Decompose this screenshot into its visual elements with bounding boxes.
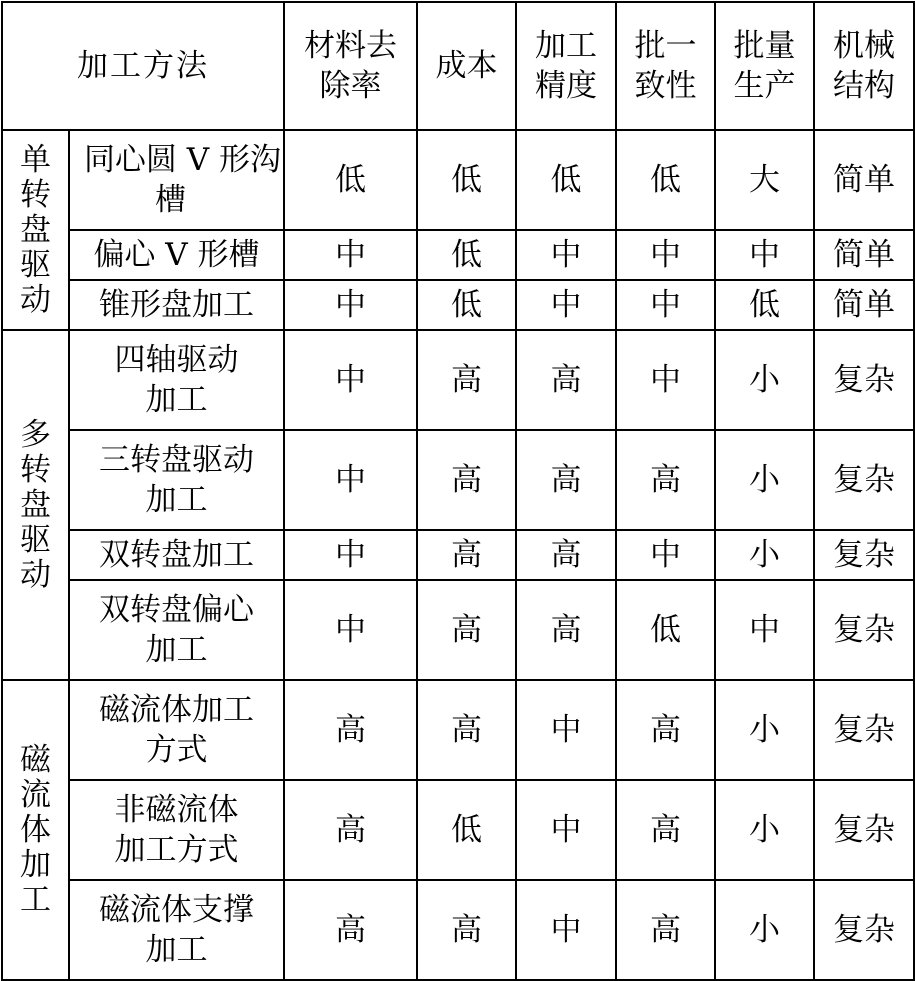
header-structure-label: 机械结构 [833, 28, 895, 104]
cell: 中 [715, 580, 814, 680]
cell: 低 [616, 580, 715, 680]
table-row [2, 330, 914, 430]
group-label [2, 680, 69, 980]
group-label-text: 多转盘驱动 [20, 416, 51, 593]
cell: 低 [516, 130, 616, 230]
cell: 高 [284, 780, 417, 880]
row-method-text: 非磁流体加工方式 [114, 792, 239, 868]
cell: 复杂 [814, 530, 914, 580]
cell: 高 [516, 330, 616, 430]
table-row [2, 580, 914, 680]
cell: 高 [616, 430, 715, 530]
row-method: 锥形盘加工 [69, 280, 284, 330]
cell: 简单 [814, 280, 914, 330]
table-row [2, 780, 914, 880]
group-label-text: 单转盘驱动 [20, 141, 51, 318]
row-method-text: 磁流体加工方式 [99, 692, 254, 768]
cell: 高 [616, 880, 715, 980]
group-label-text: 磁流体加工 [20, 741, 51, 918]
cell: 低 [417, 280, 516, 330]
cell: 高 [417, 580, 516, 680]
row-method [69, 130, 284, 230]
row-method [69, 880, 284, 980]
cell: 小 [715, 330, 814, 430]
cell: 中 [516, 680, 616, 780]
cell: 高 [417, 880, 516, 980]
row-method: 偏心 V 形槽 [69, 230, 284, 280]
row-method-text: 磁流体支撑加工 [99, 892, 254, 968]
cell: 复杂 [814, 880, 914, 980]
table-row [2, 230, 914, 280]
cell: 中 [284, 330, 417, 430]
cell: 高 [516, 530, 616, 580]
row-method [69, 430, 284, 530]
cell: 低 [417, 130, 516, 230]
cell: 复杂 [814, 330, 914, 430]
row-method-text: 三转盘驱动加工 [99, 442, 254, 518]
cell: 大 [715, 130, 814, 230]
cell: 高 [284, 680, 417, 780]
cell: 高 [417, 530, 516, 580]
row-method [69, 330, 284, 430]
cell: 低 [284, 130, 417, 230]
header-mass-production [715, 2, 814, 130]
comparison-table [1, 1, 915, 981]
cell: 高 [516, 580, 616, 680]
header-precision [516, 2, 616, 130]
cell: 高 [516, 430, 616, 530]
table-row [2, 280, 914, 330]
cell: 高 [284, 880, 417, 980]
cell: 小 [715, 680, 814, 780]
cell: 复杂 [814, 430, 914, 530]
cell: 低 [417, 780, 516, 880]
header-consistency-label: 批一致性 [634, 28, 697, 104]
cell: 简单 [814, 130, 914, 230]
table-row [2, 130, 914, 230]
group-label [2, 130, 69, 330]
header-removal-rate [284, 2, 417, 130]
row-method: 双转盘加工 [69, 530, 284, 580]
group-label [2, 330, 69, 680]
cell: 中 [284, 280, 417, 330]
cell: 中 [284, 230, 417, 280]
row-method [69, 780, 284, 880]
cell: 中 [284, 580, 417, 680]
cell: 中 [616, 530, 715, 580]
cell: 复杂 [814, 780, 914, 880]
cell: 中 [284, 530, 417, 580]
header-precision-label: 加工精度 [535, 28, 597, 104]
row-method-text: 同心圆 V 形沟槽 [83, 142, 282, 218]
cell: 简单 [814, 230, 914, 280]
row-method [69, 680, 284, 780]
cell: 中 [715, 230, 814, 280]
cell: 小 [715, 880, 814, 980]
cell: 中 [616, 230, 715, 280]
header-cost: 成本 [417, 2, 516, 130]
cell: 小 [715, 780, 814, 880]
cell: 高 [417, 330, 516, 430]
table-row [2, 680, 914, 780]
cell: 高 [417, 430, 516, 530]
cell: 中 [516, 780, 616, 880]
cell: 小 [715, 530, 814, 580]
header-mass-production-label: 批量生产 [733, 28, 796, 104]
cell: 中 [516, 280, 616, 330]
row-method [69, 580, 284, 680]
header-removal-rate-label: 材料去除率 [304, 28, 397, 104]
cell: 复杂 [814, 580, 914, 680]
cell: 中 [516, 880, 616, 980]
row-method-text: 双转盘偏心加工 [99, 592, 254, 668]
table-row [2, 530, 914, 580]
cell: 低 [715, 280, 814, 330]
cell: 高 [616, 780, 715, 880]
cell: 中 [616, 330, 715, 430]
cell: 小 [715, 430, 814, 530]
cell: 中 [616, 280, 715, 330]
cell: 高 [616, 680, 715, 780]
header-consistency [616, 2, 715, 130]
cell: 复杂 [814, 680, 914, 780]
cell: 中 [516, 230, 616, 280]
cell: 高 [417, 680, 516, 780]
header-method: 加工方法 [2, 2, 284, 130]
cell: 低 [417, 230, 516, 280]
row-method-text: 四轴驱动加工 [114, 342, 239, 418]
table-row [2, 430, 914, 530]
table-row [2, 880, 914, 980]
cell: 中 [284, 430, 417, 530]
header-structure [814, 2, 914, 130]
cell: 低 [616, 130, 715, 230]
